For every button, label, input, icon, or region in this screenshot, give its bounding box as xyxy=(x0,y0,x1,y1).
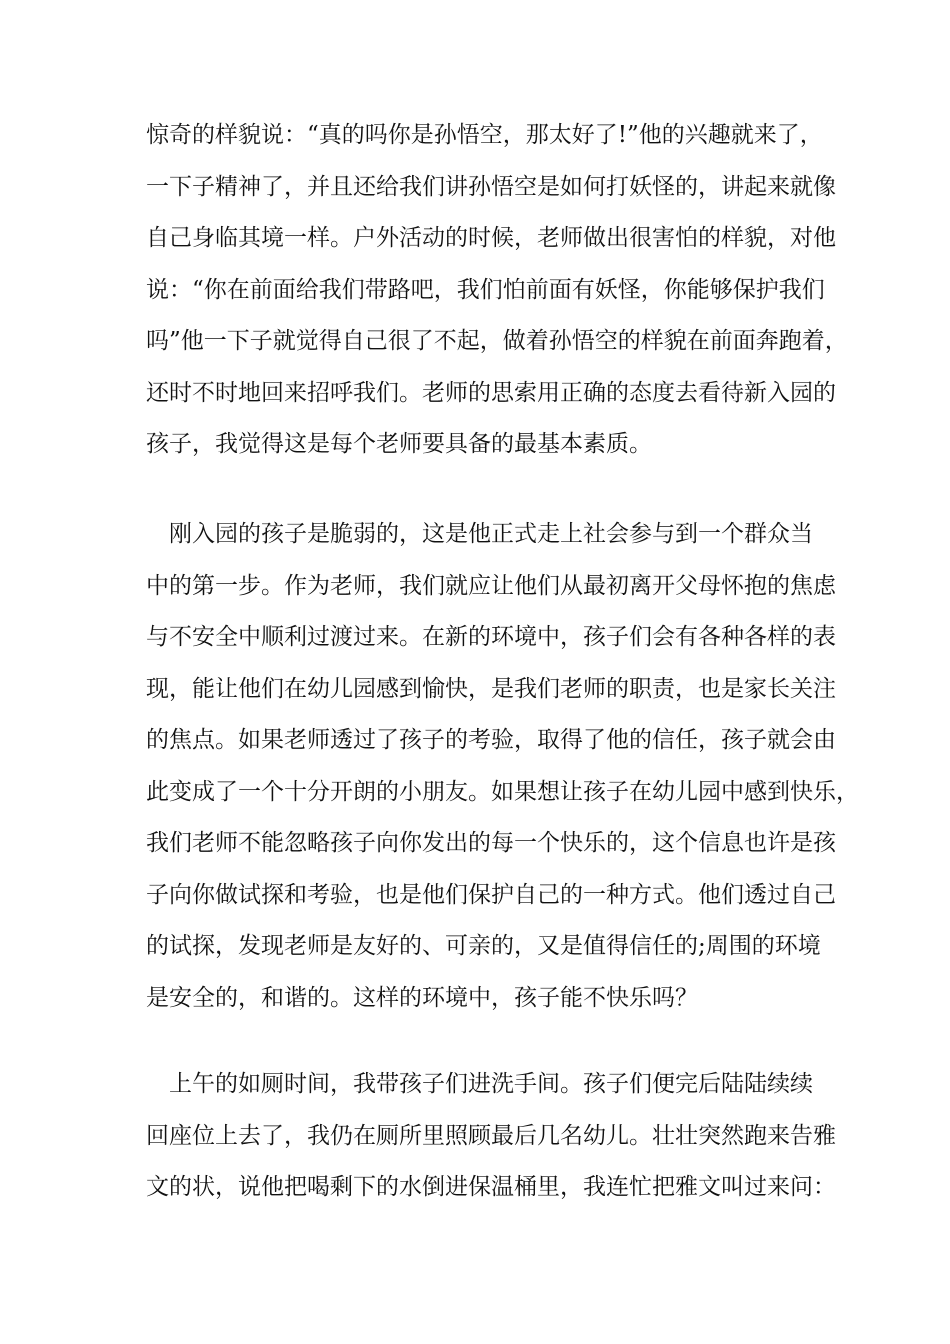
paragraph-3 xyxy=(146,1059,836,1214)
text-line: 回座位上去了，我仍在厕所里照顾最后几名幼儿。壮壮突然跑来告雅 xyxy=(146,1122,836,1149)
text-line: 还时不时地回来招呼我们。老师的思索用正确的态度去看待新入园的 xyxy=(146,379,836,406)
text-line: 是安全的，和谐的。这样的环境中，孩子能不快乐吗？ xyxy=(146,984,698,1011)
text-line: 的焦点。如果老师透过了孩子的考验，取得了他的信任，孩子就会由 xyxy=(146,727,836,753)
text-line: 的试探，发现老师是友好的、可亲的，又是值得信任的;周围的环境 xyxy=(146,933,821,959)
text-line: 说：“你在前面给我们带路吧，我们怕前面有妖怪，你能够保护我们 xyxy=(146,276,825,303)
text-line: 刚入园的孩子是脆弱的，这是他正式走上社会参与到一个群众当 xyxy=(146,521,813,547)
text-line: 一下子精神了，并且还给我们讲孙悟空是如何打妖怪的，讲起来就像 xyxy=(146,173,836,200)
text-line: 惊奇的样貌说：“真的吗你是孙悟空，那太好了!”他的兴趣就来了， xyxy=(146,122,823,148)
text-line: 我们老师不能忽略孩子向你发出的每一个快乐的，这个信息也许是孩 xyxy=(146,830,836,856)
text-line: 与不安全中顺利过渡过来。在新的环境中，孩子们会有各种各样的表 xyxy=(146,624,836,650)
text-line: 现，能让他们在幼儿园感到愉快，是我们老师的职责，也是家长关注 xyxy=(146,675,836,702)
text-line: 吗”他一下子就觉得自己很了不起，做着孙悟空的样貌在前面奔跑着， xyxy=(146,328,848,354)
paragraph-1 xyxy=(146,110,848,471)
text-line: 中的第一步。作为老师，我们就应让他们从最初离开父母怀抱的焦虑 xyxy=(146,572,836,599)
text-line: 上午的如厕时间，我带孩子们进洗手间。孩子们便完后陆陆续续 xyxy=(146,1071,813,1097)
text-line: 孩子，我觉得这是每个老师要具备的最基本素质。 xyxy=(146,431,652,457)
paragraph-2 xyxy=(146,509,859,1024)
text-line: 文的状，说他把喝剩下的水倒进保温桶里，我连忙把雅文叫过来问： xyxy=(146,1174,836,1200)
text-line: 此变成了一个十分开朗的小朋友。如果想让孩子在幼儿园中感到快乐， xyxy=(146,778,859,805)
text-line: 子向你做试探和考验，也是他们保护自己的一种方式。他们透过自己 xyxy=(146,881,836,908)
text-line: 自己身临其境一样。户外活动的时候，老师做出很害怕的样貌，对他 xyxy=(146,225,836,251)
